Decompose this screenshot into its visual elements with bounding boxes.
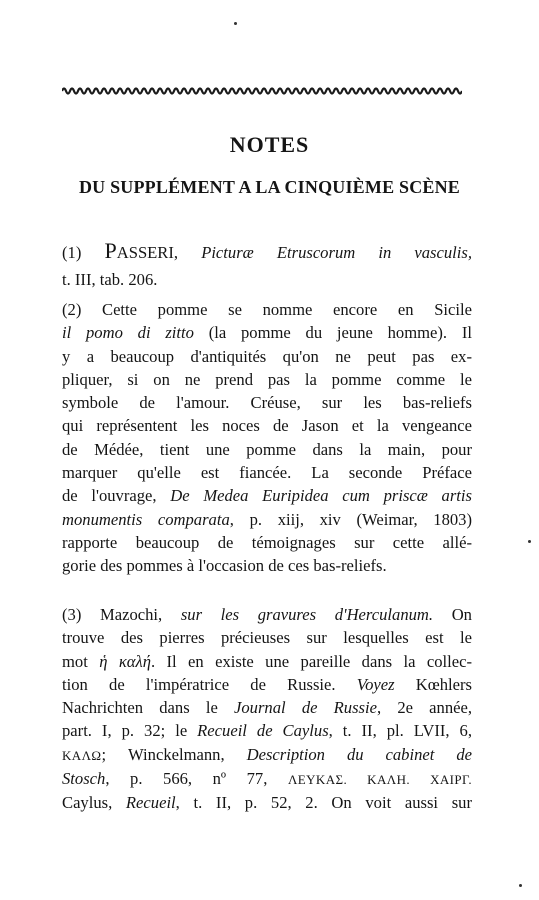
italic-text: Recueil de Caylus xyxy=(197,721,329,741)
footnote-line xyxy=(62,345,472,368)
footnote-line xyxy=(62,696,472,719)
italic-text: sur les gravures d'Herculanum. xyxy=(180,605,434,624)
text-run: (3) Mazochi, xyxy=(62,605,181,624)
footnote-2 xyxy=(62,298,472,578)
text-run: , t. II, pl. LVII, 6, xyxy=(328,721,472,741)
italic-text: ἡ καλή xyxy=(99,651,151,671)
footnote-line xyxy=(62,461,472,484)
footnote-line xyxy=(62,391,472,414)
footnote-line xyxy=(62,484,472,507)
text-run: mot xyxy=(62,651,100,671)
footnote-line xyxy=(62,673,472,696)
text-run: ; Winckelmann, xyxy=(101,744,247,764)
initial-letter: P xyxy=(104,238,117,263)
speck xyxy=(234,22,237,25)
italic-text: il pomo di zitto xyxy=(62,323,194,343)
text-run: Kœhlers xyxy=(394,674,473,694)
footnote-line xyxy=(62,626,472,649)
footnote-line xyxy=(62,743,472,767)
text-run: marquer qu'elle est fiancée. La seconde Préface xyxy=(62,463,472,483)
italic-text: monumentis comparata xyxy=(62,509,230,529)
text-run: Nachrichten dans le xyxy=(62,698,235,718)
text-run: (1) xyxy=(62,243,105,262)
greek-inscription: ΚΑΛΩ xyxy=(62,747,102,763)
text-run: trouve des pierres précieuses sur lesquelles est le xyxy=(62,628,472,648)
italic-text: Voyez xyxy=(356,674,395,694)
text-run: , t. II, p. 52, 2. On voit aussi sur xyxy=(175,793,472,813)
footnote-line xyxy=(62,531,472,554)
footnote-line xyxy=(62,368,472,391)
page-subtitle: DU SUPPLÉMENT A LA CINQUIÈME SCÈNE xyxy=(78,177,461,197)
footnote-line xyxy=(62,266,472,293)
italic-text: Picturæ Etruscorum in vasculis, xyxy=(201,243,472,262)
text-run: qui représentent les noces de Jason et la vengeance xyxy=(62,416,472,436)
italic-text: Recueil xyxy=(125,793,176,813)
speck xyxy=(528,540,531,543)
text-run: de Médée, tient une pomme dans la main, pour xyxy=(62,439,472,459)
text-run: , p. 566, nº 77, xyxy=(105,769,288,789)
footnote-line xyxy=(62,603,472,626)
footnote-3 xyxy=(62,603,472,815)
decorative-rule xyxy=(62,84,462,98)
text-run: (la pomme du jeune homme). Il xyxy=(193,323,472,343)
text-run: de l'ouvrage, xyxy=(62,486,171,506)
text-run: part. I, p. 32; le xyxy=(62,721,198,741)
text-run: . Il en existe une pareille dans la collec- xyxy=(150,651,473,671)
italic-text: Description du cabinet de xyxy=(246,744,472,764)
footnote-line xyxy=(62,298,472,321)
footnote-line xyxy=(62,791,472,814)
footnote-line xyxy=(62,650,472,673)
footnote-line xyxy=(62,719,472,742)
text-run: symbole de l'amour. Créuse, sur les bas-reliefs xyxy=(62,393,472,413)
footnote-line xyxy=(62,508,472,531)
speck xyxy=(519,884,522,887)
page-title: NOTES xyxy=(229,132,310,157)
text-run: , 2e année, xyxy=(376,698,472,718)
text-run: , p. xiij, xiv (Weimar, 1803) xyxy=(229,509,472,529)
footnote-line xyxy=(62,767,472,791)
text-run: y a beaucoup d'antiquités qu'on ne peut pas ex- xyxy=(62,346,472,366)
italic-text: Journal de Russie xyxy=(234,698,377,718)
footnote-1 xyxy=(62,237,472,293)
italic-text: Stosch xyxy=(62,769,106,789)
text-run: gorie des pommes à l'occasion de ces bas-reliefs. xyxy=(62,556,387,576)
footnote-line xyxy=(62,438,472,461)
footnote-line xyxy=(62,237,472,266)
text-run: tion de l'impératrice de Russie. xyxy=(62,674,357,694)
greek-inscription: ΛΕΥΚΑΣ. ΚΑΛΗ. ΧΑΙΡΓ. xyxy=(287,772,473,788)
text-run: t. III, tab. 206. xyxy=(62,270,158,289)
text-run: (2) Cette pomme se nomme encore en Sicile xyxy=(62,300,472,319)
text-run: On xyxy=(433,605,472,624)
footnote-line xyxy=(62,414,472,437)
text-run: rapporte beaucoup de témoignages sur cette allé- xyxy=(62,532,472,552)
italic-text: De Medea Euripidea cum priscæ artis xyxy=(170,486,472,506)
text-run: ASSERI, xyxy=(116,243,202,262)
footnote-line xyxy=(62,554,472,577)
footnote-line xyxy=(62,321,472,344)
text-run: pliquer, si on ne prend pas la pomme comme le xyxy=(62,369,472,389)
text-run: Caylus, xyxy=(62,793,126,813)
